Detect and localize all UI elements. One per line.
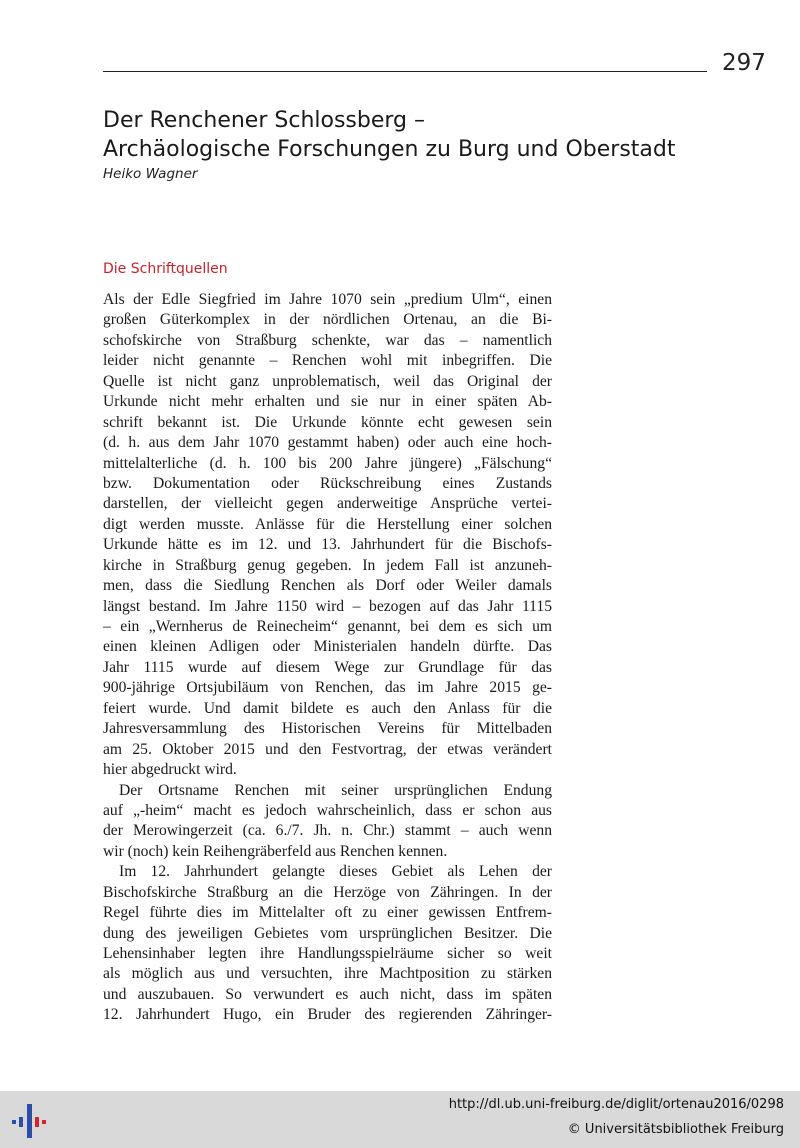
article-title xyxy=(103,106,763,164)
title-line-2: Archäologische Forschungen zu Burg und Oberstadt xyxy=(103,137,676,162)
text-line: Der Ortsname Renchen mit seiner ursprünglichen Endung xyxy=(119,781,552,799)
section-heading: Die Schriftquellen xyxy=(103,261,228,277)
text-line: und auszubauen. So verwundert es auch nicht, dass im späten xyxy=(103,985,552,1003)
text-line: Bischofskirche Straßburg an die Herzöge von Zähringen. In der xyxy=(103,883,552,901)
text-line: men, dass die Siedlung Renchen als Dorf oder Weiler damals xyxy=(103,577,552,595)
header-rule xyxy=(103,71,707,72)
text-line: Lehensinhaber legten ihre Handlungsspielräume sicher so weit xyxy=(103,945,552,962)
text-line: wir (noch) kein Reihengräberfeld aus Renchen kennen. xyxy=(103,842,448,860)
text-line: 12. Jahrhundert Hugo, ein Bruder des regierenden Zähringer- xyxy=(103,1006,552,1024)
text-line: als möglich aus und versuchten, ihre Machtposition zu stärken xyxy=(103,965,552,983)
text-line: schrift bekannt ist. Die Urkunde könnte echt gewesen sein xyxy=(103,413,552,431)
text-line: bzw. Dokumentation oder Rückschreibung eines Zustands xyxy=(103,474,552,492)
text-line: leider nicht genannte – Renchen wohl mit inbegriffen. Die xyxy=(103,352,552,370)
text-line: feiert wurde. Und damit bildete es auch den Anlass für die xyxy=(103,699,552,717)
title-line-1: Der Renchener Schlossberg – xyxy=(103,108,425,133)
text-line: Im 12. Jahrhundert gelangte dieses Gebiet als Lehen der xyxy=(119,863,552,881)
text-line: digt werden musste. Anlässe für die Herstellung einer solchen xyxy=(103,515,552,533)
footer-copyright: © Universitätsbibliothek Freiburg xyxy=(567,1122,784,1137)
text-line: darstellen, der vielleicht gegen anderweitige Ansprüche vertei- xyxy=(103,495,552,513)
text-line: der Merowingerzeit (ca. 6./7. Jh. n. Chr.) stammt – auch wenn xyxy=(103,822,552,840)
text-line: – ein „Wernherus de Reinecheim“ genannt, bei dem es sich um xyxy=(103,618,552,635)
text-line: mittelalterliche (d. h. 100 bis 200 Jahre jüngere) „Fälschung“ xyxy=(103,454,552,472)
text-line: schofskirche von Straßburg schenkte, war das – namentlich xyxy=(103,331,552,349)
text-line: am 25. Oktober 2015 und den Festvortrag, der etwas verändert xyxy=(103,740,552,758)
text-line: einen kleinen Adligen oder Ministerialen handeln dürfte. Das xyxy=(103,638,552,656)
ub-freiburg-logo-icon xyxy=(10,1100,50,1140)
footer-bar xyxy=(0,1091,800,1148)
text-line: Als der Edle Siegfried im Jahre 1070 sein „predium Ulm“, einen xyxy=(103,291,552,308)
text-line: 900-jährige Ortsjubiläum von Renchen, das im Jahre 2015 ge- xyxy=(103,679,552,697)
text-line: Quelle ist nicht ganz unproblematisch, weil das Original der xyxy=(103,372,552,390)
text-line: (d. h. aus dem Jahr 1070 gestammt haben) oder auch eine hoch- xyxy=(103,434,552,452)
text-line: auf „-heim“ macht es jedoch wahrscheinlich, dass er schon aus xyxy=(103,801,552,819)
text-line: Urkunde hätte es im 12. und 13. Jahrhundert für die Bischofs- xyxy=(103,536,552,554)
text-line: Urkunde nicht mehr erhalten und sie nur in einer späten Ab- xyxy=(103,393,552,411)
body-text xyxy=(103,290,552,1026)
author: Heiko Wagner xyxy=(103,166,198,182)
text-line: längst bestand. Im Jahre 1150 wird – bezogen auf das Jahr 1115 xyxy=(103,597,552,615)
text-line: kirche in Straßburg genug gegeben. In jedem Fall ist anzuneh- xyxy=(103,556,552,574)
text-line: großen Güterkomplex in der nördlichen Ortenau, an die Bi- xyxy=(103,311,552,329)
text-line: Jahr 1115 wurde auf diesem Wege zur Grundlage für das xyxy=(103,658,552,676)
text-line: Regel führte dies im Mittelalter oft zu einer gewissen Entfrem- xyxy=(103,904,552,922)
text-line: hier abgedruckt wird. xyxy=(103,761,237,779)
page-number: 297 xyxy=(722,50,766,76)
text-line: Jahresversammlung des Historischen Vereins für Mittelbaden xyxy=(103,720,552,738)
text-line: dung des jeweiligen Gebietes vom ursprünglichen Besitzer. Die xyxy=(103,924,552,942)
footer-url-link[interactable]: http://dl.ub.uni-freiburg.de/diglit/ortenau2016/0298 xyxy=(448,1097,784,1112)
